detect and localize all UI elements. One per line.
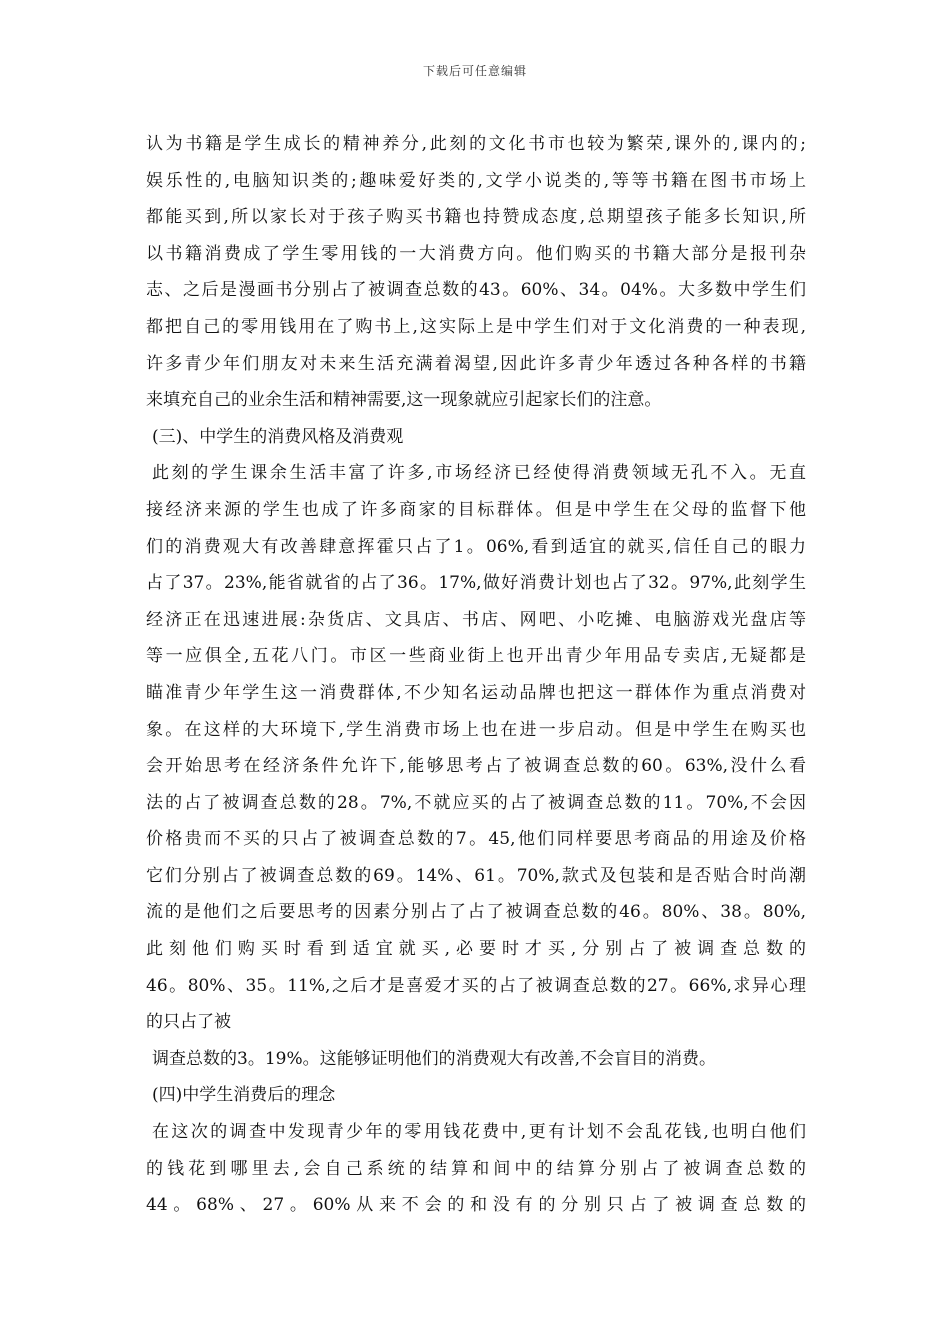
text-line: 志、之后是漫画书分别占了被调查总数的43。60%、34。04%。大多数中学生们	[146, 280, 806, 301]
text-line: 在这次的调查中发现青少年的零用钱花费中,更有计划不会乱花钱,也明白他们	[152, 1122, 806, 1143]
text-line: 占了37。23%,能省就省的占了36。17%,做好消费计划也占了32。97%,此刻学生	[146, 573, 806, 594]
text-line: 都能买到,所以家长对于孩子购买书籍也持赞成态度,总期望孩子能多长知识,所	[146, 207, 806, 228]
text-line: 以书籍消费成了学生零用钱的一大消费方向。他们购买的书籍大部分是报刊杂	[146, 243, 806, 264]
text-line: 娱乐性的,电脑知识类的;趣味爱好类的,文学小说类的,等等书籍在图书市场上	[146, 170, 806, 191]
text-line: 法的占了被调查总数的28。7%,不就应买的占了被调查总数的11。70%,不会因	[146, 792, 806, 813]
text-line: 流的是他们之后要思考的因素分别占了占了被调查总数的46。80%、38。80%,	[146, 902, 806, 923]
text-line: 经济正在迅速进展:杂货店、文具店、书店、网吧、小吃摊、电脑游戏光盘店等	[146, 609, 806, 630]
text-line: 们的消费观大有改善肆意挥霍只占了1。06%,看到适宜的就买,信任自己的眼力	[146, 536, 806, 557]
page-header: 下载后可任意编辑	[422, 64, 527, 78]
text-line: 价格贵而不买的只占了被调查总数的7。45,他们同样要思考商品的用途及价格	[146, 829, 806, 850]
text-line: 的只占了被	[146, 1012, 231, 1033]
text-line: 的钱花到哪里去,会自己系统的结算和间中的结算分别占了被调查总数的	[146, 1158, 806, 1179]
text-line: 46。80%、35。11%,之后才是喜爱才买的占了被调查总数的27。66%,求异心理	[146, 975, 806, 996]
text-line: 象。在这样的大环境下,学生消费市场上也在进一步启动。但是中学生在购买也	[146, 719, 806, 740]
document-body	[146, 126, 806, 1224]
text-line: 瞄准青少年学生这一消费群体,不少知名运动品牌也把这一群体作为重点消费对	[146, 682, 806, 703]
text-line: 此刻他们购买时看到适宜就买,必要时才买,分别占了被调查总数的	[146, 939, 806, 960]
text-line: 它们分别占了被调查总数的69。14%、61。70%,款式及包装和是否贴合时尚潮	[146, 865, 806, 886]
section-heading: (三)、中学生的消费风格及消费观	[152, 426, 404, 447]
text-line: 认为书籍是学生成长的精神养分,此刻的文化书市也较为繁荣,课外的,课内的;	[146, 134, 806, 154]
section-heading: (四)中学生消费后的理念	[152, 1085, 336, 1106]
text-line: 等一应俱全,五花八门。市区一些商业街上也开出青少年用品专卖店,无疑都是	[146, 646, 806, 667]
text-line: 都把自己的零用钱用在了购书上,这实际上是中学生们对于文化消费的一种表现,	[146, 316, 806, 337]
text-line: 接经济来源的学生也成了许多商家的目标群体。但是中学生在父母的监督下他	[146, 499, 806, 520]
text-line: 会开始思考在经济条件允许下,能够思考占了被调查总数的60。63%,没什么看	[146, 756, 806, 777]
text-line: 许多青少年们朋友对未来生活充满着渴望,因此许多青少年透过各种各样的书籍	[146, 353, 806, 374]
text-line: 44。68%、27。60%从来不会的和没有的分别只占了被调查总数的	[146, 1195, 806, 1216]
text-line: 调查总数的3。19%。这能够证明他们的消费观大有改善,不会盲目的消费。	[152, 1048, 717, 1069]
text-line: 来填充自己的业余生活和精神需要,这一现象就应引起家长们的注意。	[146, 390, 662, 411]
text-line: 此刻的学生课余生活丰富了许多,市场经济已经使得消费领域无孔不入。无直	[152, 463, 806, 484]
